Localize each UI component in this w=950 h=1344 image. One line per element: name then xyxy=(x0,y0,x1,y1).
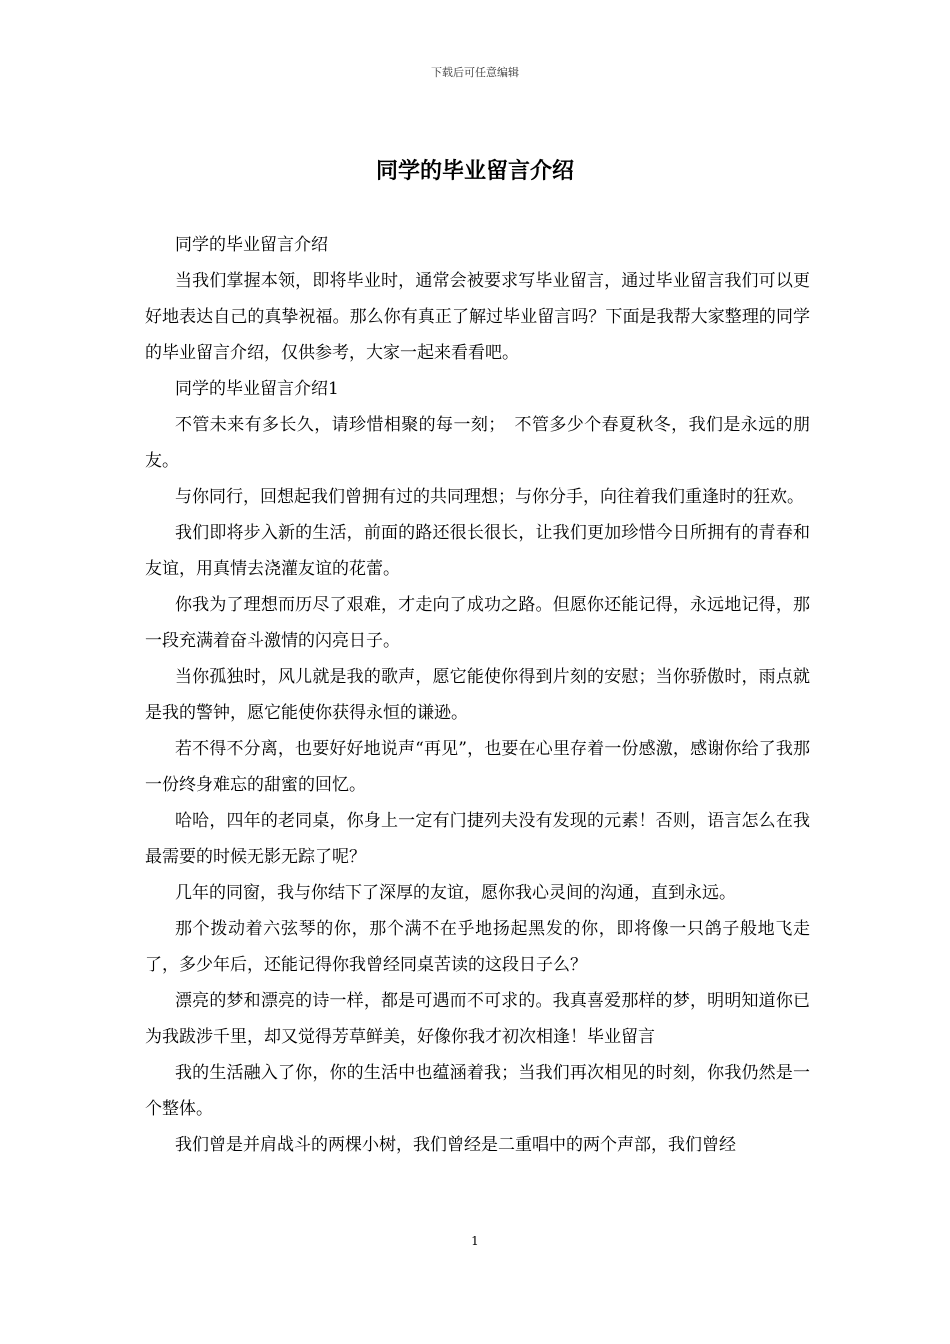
document-body xyxy=(145,227,810,1163)
page-number: 1 xyxy=(471,1234,479,1248)
paragraph: 漂亮的梦和漂亮的诗一样，都是可遇而不可求的。我真喜爱那样的梦，明明知道你已为我跋涉千里，却又觉得芳草鲜美，好像你我才初次相逢！毕业留言 xyxy=(145,991,810,1047)
paragraph: 几年的同窗，我与你结下了深厚的友谊，愿你我心灵间的沟通，直到永远。 xyxy=(175,883,736,903)
paragraph: 同学的毕业留言介绍1 xyxy=(175,379,339,399)
paragraph: 不管未来有多长久，请珍惜相聚的每一刻； 不管多少个春夏秋冬，我们是永远的朋友。 xyxy=(145,415,810,471)
paragraph: 哈哈，四年的老同桌，你身上一定有门捷列夫没有发现的元素！否则，语言怎么在我最需要的时候无影无踪了呢？ xyxy=(145,811,810,867)
paragraph: 若不得不分离，也要好好地说声“再见”，也要在心里存着一份感激，感谢你给了我那一份终身难忘的甜蜜的回忆。 xyxy=(145,739,810,795)
paragraph: 我们曾是并肩战斗的两棵小树，我们曾经是二重唱中的两个声部，我们曾经 xyxy=(175,1135,736,1155)
paragraph: 同学的毕业留言介绍 xyxy=(175,235,328,255)
paragraph: 当我们掌握本领，即将毕业时，通常会被要求写毕业留言，通过毕业留言我们可以更好地表达自己的真挚祝福。那么你有真正了解过毕业留言吗？下面是我帮大家整理的同学的毕业留言介绍，仅供参考，大家一起来看看吧。 xyxy=(145,271,810,363)
paragraph: 当你孤独时，风儿就是我的歌声，愿它能使你得到片刻的安慰；当你骄傲时，雨点就是我的警钟，愿它能使你获得永恒的谦逊。 xyxy=(145,667,810,723)
paragraph: 我们即将步入新的生活，前面的路还很长很长，让我们更加珍惜今日所拥有的青春和友谊，用真情去浇灌友谊的花蕾。 xyxy=(145,523,810,579)
paragraph: 那个拨动着六弦琴的你，那个满不在乎地扬起黑发的你，即将像一只鸽子般地飞走了，多少年后，还能记得你我曾经同桌苦读的这段日子么？ xyxy=(145,919,810,975)
document-title: 同学的毕业留言介绍 xyxy=(375,159,574,184)
header-note: 下载后可任意编辑 xyxy=(431,66,519,79)
paragraph: 你我为了理想而历尽了艰难，才走向了成功之路。但愿你还能记得，永远地记得，那一段充满着奋斗激情的闪亮日子。 xyxy=(145,595,810,651)
paragraph: 我的生活融入了你，你的生活中也蕴涵着我；当我们再次相见的时刻，你我仍然是一个整体。 xyxy=(145,1063,810,1119)
paragraph: 与你同行，回想起我们曾拥有过的共同理想；与你分手，向往着我们重逢时的狂欢。 xyxy=(175,487,804,507)
